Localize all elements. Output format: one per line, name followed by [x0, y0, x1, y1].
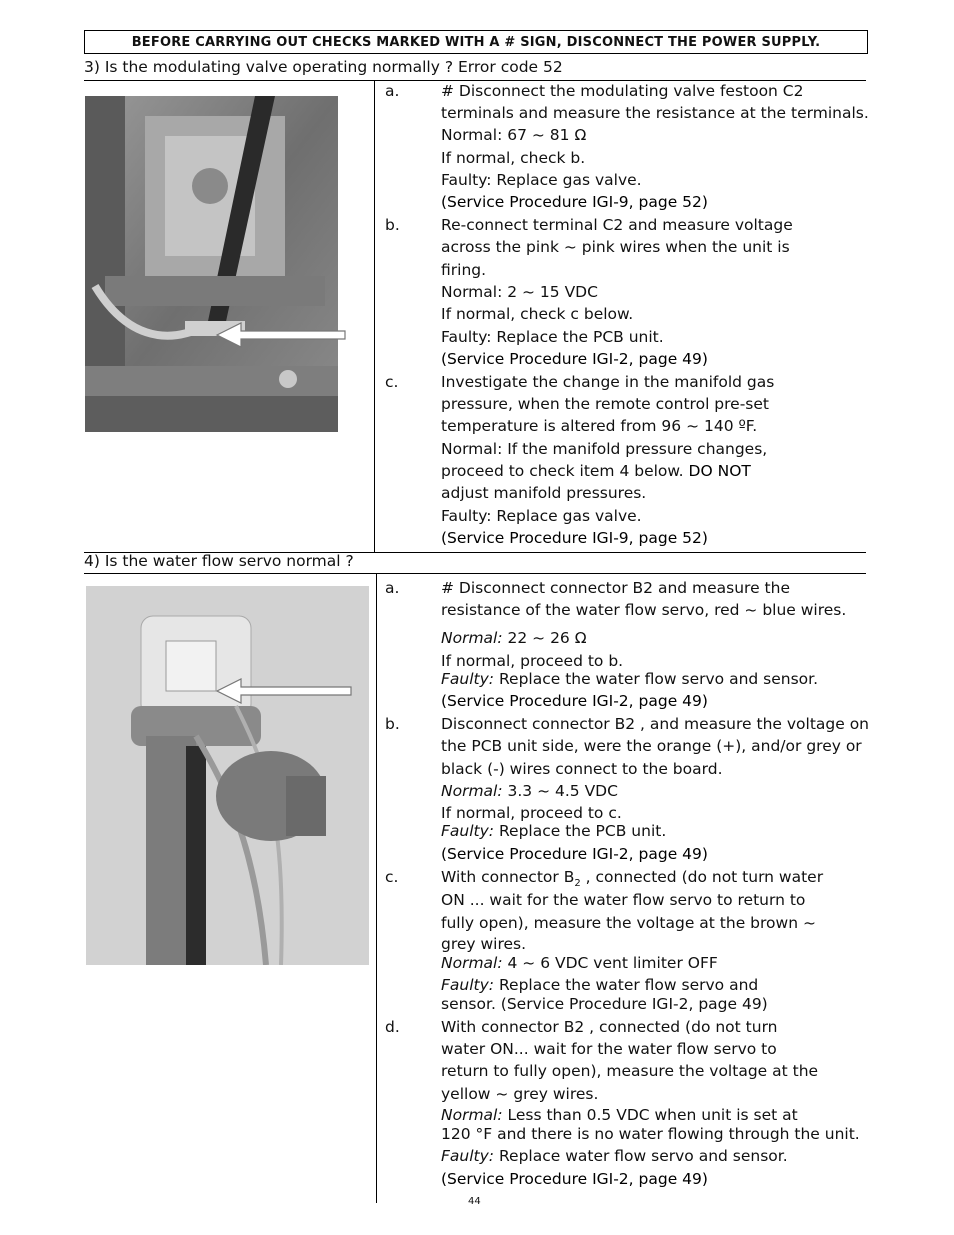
section-4-title: 4) Is the water flow servo normal ?: [84, 552, 354, 570]
service-procedure-ref: (Service Procedure IGI-9, page 52): [441, 193, 708, 211]
service-procedure-ref: (Service Procedure IGI-2, page 49): [441, 1170, 708, 1188]
item-4d-normal: [441, 1108, 798, 1124]
item-4a-normal: [441, 631, 587, 647]
item-4a-line: If normal, proceed to b.: [441, 652, 624, 670]
faulty-label: Faulty:: [441, 1147, 495, 1165]
service-procedure-ref: (Service Procedure IGI-2, page 49): [441, 350, 708, 368]
item-3b-line: across the pink ~ pink wires when the unit is: [441, 238, 790, 256]
item-4b-line: If normal, proceed to c.: [441, 804, 622, 822]
item-4d-letter: d.: [385, 1018, 400, 1036]
arrow-to-connector-icon: [215, 676, 353, 706]
normal-value: 4 ~ 6 VDC vent limiter OFF: [502, 954, 718, 972]
item-4a-line: # Disconnect connector B2 and measure the: [441, 579, 790, 597]
item-3c-line: pressure, when the remote control pre-set: [441, 395, 769, 413]
do-not-warning: DO NOT: [688, 462, 751, 480]
faulty-label: Faulty:: [441, 670, 495, 688]
item-3b-normal: Normal: 2 ~ 15 VDC: [441, 283, 598, 301]
item-4d-line: 120 °F and there is no water flowing through the unit.: [441, 1125, 860, 1143]
item-3c-line: adjust manifold pressures.: [441, 484, 647, 502]
item-3c-normal: Normal: If the manifold pressure changes,: [441, 440, 768, 458]
item-4c-faulty: [441, 978, 758, 994]
item-4c-line: sensor. (Service Procedure IGI-2, page 49): [441, 995, 768, 1013]
item-3a-normal: Normal: 67 ~ 81 Ω: [441, 126, 587, 144]
item-3a-line: If normal, check b.: [441, 149, 586, 167]
item-4d-line: With connector B2 , connected (do not turn: [441, 1018, 778, 1036]
item-3b-line: Re-connect terminal C2 and measure voltage: [441, 216, 793, 234]
item-4c-text: With connector B: [441, 868, 575, 886]
item-3c-faulty: Faulty: Replace gas valve.: [441, 507, 642, 525]
subscript-2: 2: [574, 878, 581, 890]
item-3b-line: If normal, check c below.: [441, 305, 634, 323]
item-4a-letter: a.: [385, 579, 400, 597]
item-4c-text: , connected (do not turn water: [580, 868, 824, 886]
normal-value: Less than 0.5 VDC when unit is set at: [502, 1106, 798, 1124]
item-4d-line: return to fully open), measure the voltage at the: [441, 1062, 819, 1080]
item-3a-faulty: Faulty: Replace gas valve.: [441, 171, 642, 189]
power-warning-banner: BEFORE CARRYING OUT CHECKS MARKED WITH A # SIGN, DISCONNECT THE POWER SUPPLY.: [84, 30, 868, 54]
normal-label: Normal:: [441, 1106, 503, 1124]
item-4c-line: fully open), measure the voltage at the brown ~: [441, 914, 816, 932]
item-4d-line: water ON... wait for the water flow servo to: [441, 1040, 777, 1058]
page-number: 44: [468, 1196, 481, 1207]
item-4a-faulty: [441, 672, 818, 688]
arrow-to-connector-icon: [215, 320, 347, 350]
normal-value: 22 ~ 26 Ω: [502, 629, 587, 647]
item-4b-normal: [441, 784, 618, 800]
item-4c-line: grey wires.: [441, 935, 527, 953]
normal-label: Normal:: [441, 954, 503, 972]
section-3-rule: [84, 80, 866, 81]
item-3a-line: # Disconnect the modulating valve festoon C2: [441, 82, 804, 100]
item-4a-line: resistance of the water flow servo, red ~ blue wires.: [441, 601, 847, 619]
item-3b-faulty: Faulty: Replace the PCB unit.: [441, 328, 664, 346]
item-4c-line: [441, 870, 823, 889]
service-procedure-ref: (Service Procedure IGI-9, page 52): [441, 529, 708, 547]
item-4b-line: the PCB unit side, were the orange (+), and/or grey or: [441, 737, 862, 755]
faulty-label: Faulty:: [441, 822, 495, 840]
item-3c-letter: c.: [385, 373, 399, 391]
section-4-divider: [376, 573, 377, 1203]
water-flow-servo-photo: [86, 586, 369, 965]
normal-label: Normal:: [441, 629, 503, 647]
item-3b-letter: b.: [385, 216, 400, 234]
item-4b-letter: b.: [385, 715, 400, 733]
faulty-value: Replace the PCB unit.: [494, 822, 667, 840]
section-3-title: 3) Is the modulating valve operating normally ? Error code 52: [84, 58, 563, 76]
item-3b-line: firing.: [441, 261, 487, 279]
item-3a-letter: a.: [385, 82, 400, 100]
item-3a-line: terminals and measure the resistance at the terminals.: [441, 104, 869, 122]
faulty-value: Replace the water flow servo and sensor.: [494, 670, 819, 688]
service-procedure-ref: (Service Procedure IGI-2, page 49): [441, 845, 708, 863]
item-4c-letter: c.: [385, 868, 399, 886]
faulty-value: Replace water flow servo and sensor.: [494, 1147, 788, 1165]
section-4-rule: [84, 573, 866, 574]
modulating-valve-photo: [85, 96, 338, 432]
faulty-value: Replace the water flow servo and: [494, 976, 759, 994]
faulty-label: Faulty:: [441, 976, 495, 994]
item-3c-text: proceed to check item 4 below.: [441, 462, 684, 480]
item-3c-line: [441, 464, 751, 480]
item-4b-line: Disconnect connector B2 , and measure the voltage on: [441, 715, 870, 733]
item-3c-line: Investigate the change in the manifold gas: [441, 373, 775, 391]
service-procedure-ref: (Service Procedure IGI-2, page 49): [441, 692, 708, 710]
section-3-divider: [374, 80, 375, 552]
item-4b-line: black (-) wires connect to the board.: [441, 760, 723, 778]
item-4d-line: yellow ~ grey wires.: [441, 1085, 599, 1103]
item-4d-faulty: [441, 1149, 788, 1165]
normal-value: 3.3 ~ 4.5 VDC: [502, 782, 618, 800]
normal-label: Normal:: [441, 782, 503, 800]
item-3c-line: temperature is altered from 96 ~ 140 ºF.: [441, 417, 758, 435]
item-4c-normal: [441, 956, 718, 972]
item-4c-line: ON ... wait for the water flow servo to return to: [441, 891, 806, 909]
item-4b-faulty: [441, 824, 666, 840]
